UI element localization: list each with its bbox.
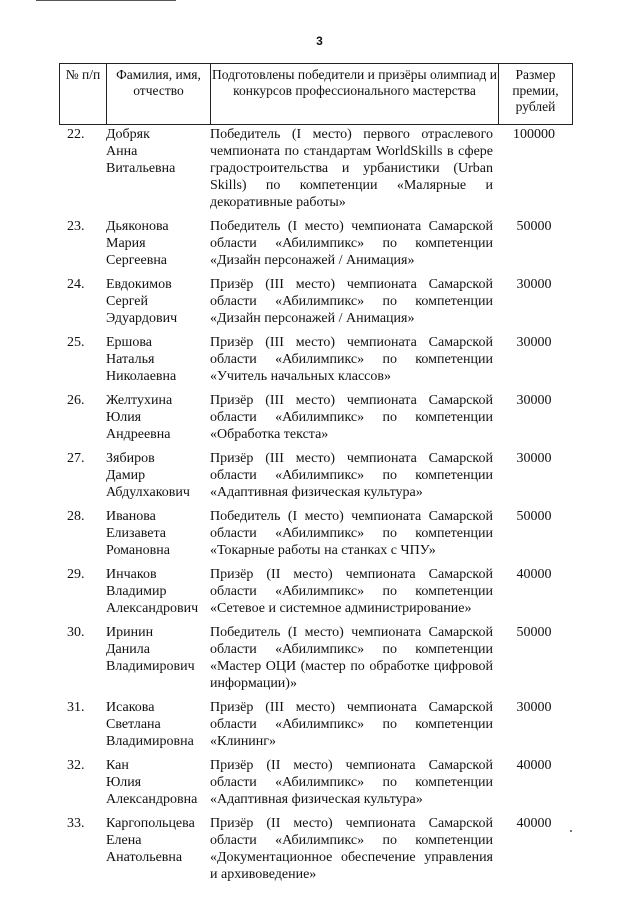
row-number: 22. — [67, 127, 85, 142]
middle-name: Александрович — [106, 601, 199, 616]
row-prize: 30000 — [516, 451, 552, 466]
last-name: Добряк — [106, 127, 150, 142]
last-name: Инчаков — [106, 567, 157, 582]
header-num: № п/п — [60, 64, 107, 124]
table-row — [59, 276, 573, 327]
table-body — [59, 126, 573, 890]
table-row — [59, 126, 573, 211]
row-fio — [106, 757, 206, 808]
row-prize: 50000 — [516, 219, 552, 234]
row-prize: 40000 — [516, 758, 552, 773]
row-achievement: Призёр (II место) чемпионата Самарской области «Абилимпикс» по компетенции «Документационное обеспечение управления и архивоведение» — [210, 816, 493, 882]
row-achievement: Победитель (I место) первого отраслевого чемпионата по стандартам WorldSkills в сфере градостроительства и урбанистики (Urban Skills) по компетенции «Малярные и декоративные работы» — [210, 127, 493, 210]
row-number: 33. — [67, 816, 85, 831]
row-fio — [106, 450, 206, 501]
table-row — [59, 334, 573, 385]
first-name: Елизавета — [106, 526, 167, 541]
middle-name: Николаевна — [106, 369, 177, 384]
middle-name: Сергеевна — [106, 253, 168, 268]
last-name: Иринин — [106, 625, 154, 640]
row-prize: 50000 — [516, 509, 552, 524]
scan-speck — [570, 830, 572, 832]
row-number: 30. — [67, 625, 85, 640]
last-name: Евдокимов — [106, 277, 172, 292]
row-prize: 30000 — [516, 277, 552, 292]
row-fio — [106, 624, 206, 675]
row-number: 29. — [67, 567, 85, 582]
row-fio — [106, 218, 206, 269]
table-row — [59, 757, 573, 808]
row-prize: 40000 — [516, 816, 552, 831]
row-achievement: Победитель (I место) чемпионата Самарской области «Абилимпикс» по компетенции «Токарные работы на станках с ЧПУ» — [210, 509, 493, 558]
table-row — [59, 624, 573, 692]
row-achievement: Призёр (III место) чемпионата Самарской области «Абилимпикс» по компетенции «Адаптивная физическая культура» — [210, 451, 493, 500]
row-number: 31. — [67, 700, 85, 715]
header-fio: Фамилия, имя, отчество — [107, 64, 211, 124]
row-achievement: Призёр (II место) чемпионата Самарской области «Абилимпикс» по компетенции «Сетевое и системное администрирование» — [210, 567, 493, 616]
row-number: 25. — [67, 335, 85, 350]
row-fio — [106, 566, 206, 617]
row-achievement: Призёр (II место) чемпионата Самарской области «Абилимпикс» по компетенции «Адаптивная физическая культура» — [210, 758, 493, 807]
first-name: Сергей — [106, 294, 148, 309]
page-number: 3 — [316, 34, 323, 48]
middle-name: Витальевна — [106, 161, 176, 176]
first-name: Анна — [106, 144, 138, 159]
header-desc: Подготовлены победители и призёры олимпиад и конкурсов профессионального мастерства — [211, 64, 499, 124]
row-number: 24. — [67, 277, 85, 292]
row-achievement: Призёр (III место) чемпионата Самарской области «Абилимпикс» по компетенции «Дизайн персонажей / Анимация» — [210, 277, 493, 326]
middle-name: Андреевна — [106, 427, 171, 442]
row-number: 23. — [67, 219, 85, 234]
middle-name: Владимирович — [106, 659, 195, 674]
table-row — [59, 392, 573, 443]
row-achievement: Призёр (III место) чемпионата Самарской области «Абилимпикс» по компетенции «Учитель начальных классов» — [210, 335, 493, 384]
middle-name: Романовна — [106, 543, 170, 558]
middle-name: Эдуардович — [106, 311, 178, 326]
last-name: Иванова — [106, 509, 156, 524]
top-edge-line — [36, 0, 176, 1]
row-prize: 30000 — [516, 700, 552, 715]
row-achievement: Призёр (III место) чемпионата Самарской области «Абилимпикс» по компетенции «Клининг» — [210, 700, 493, 749]
first-name: Наталья — [106, 352, 155, 367]
last-name: Желтухина — [106, 393, 173, 408]
row-prize: 50000 — [516, 625, 552, 640]
table-row — [59, 218, 573, 269]
middle-name: Александровна — [106, 792, 198, 807]
row-number: 32. — [67, 758, 85, 773]
row-prize: 40000 — [516, 567, 552, 582]
first-name: Светлана — [106, 717, 161, 732]
first-name: Владимир — [106, 584, 167, 599]
middle-name: Анатольевна — [106, 850, 183, 865]
row-number: 28. — [67, 509, 85, 524]
header-prize: Размер премии, рублей — [512, 67, 559, 114]
last-name: Исакова — [106, 700, 155, 715]
last-name: Зябиров — [106, 451, 155, 466]
last-name: Ершова — [106, 335, 152, 350]
row-fio — [106, 334, 206, 385]
last-name: Каргопольцева — [106, 816, 195, 831]
row-fio — [106, 392, 206, 443]
row-achievement: Победитель (I место) чемпионата Самарской области «Абилимпикс» по компетенции «Дизайн персонажей / Анимация» — [210, 219, 493, 268]
last-name: Дьяконова — [106, 219, 169, 234]
first-name: Мария — [106, 236, 146, 251]
row-achievement: Призёр (III место) чемпионата Самарской области «Абилимпикс» по компетенции «Обработка текста» — [210, 393, 493, 442]
first-name: Юлия — [106, 775, 142, 790]
table-row — [59, 508, 573, 559]
row-prize: 30000 — [516, 335, 552, 350]
table-row — [59, 699, 573, 750]
first-name: Юлия — [106, 410, 142, 425]
row-prize: 30000 — [516, 393, 552, 408]
row-fio — [106, 699, 206, 750]
first-name: Елена — [106, 833, 142, 848]
row-fio — [106, 276, 206, 327]
middle-name: Владимировна — [106, 734, 194, 749]
first-name: Дамир — [106, 468, 146, 483]
table-header — [59, 63, 573, 125]
table-row — [59, 566, 573, 617]
row-number: 27. — [67, 451, 85, 466]
table-row — [59, 450, 573, 501]
first-name: Данила — [106, 642, 150, 657]
row-fio — [106, 815, 206, 866]
middle-name: Абдулхакович — [106, 485, 190, 500]
row-prize: 100000 — [513, 127, 555, 142]
row-number: 26. — [67, 393, 85, 408]
row-achievement: Победитель (I место) чемпионата Самарской области «Абилимпикс» по компетенции «Мастер ОЦИ (мастер по обработке цифровой информации)» — [210, 625, 493, 691]
row-fio — [106, 508, 206, 559]
table-row — [59, 815, 573, 883]
last-name: Кан — [106, 758, 129, 773]
row-fio — [106, 126, 206, 177]
